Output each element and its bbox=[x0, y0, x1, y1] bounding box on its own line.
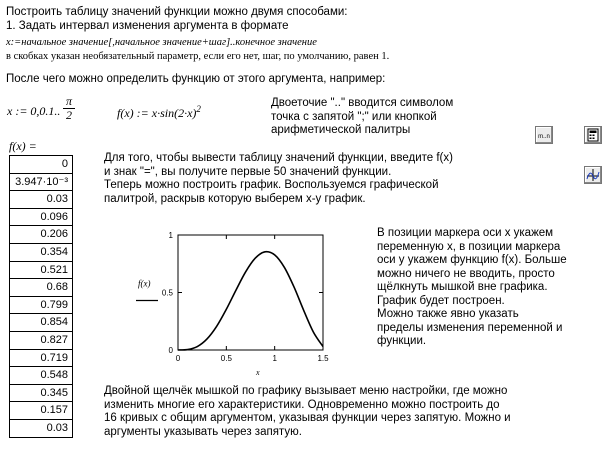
intro-line-1: Построить таблицу значений функции можно двумя способами: bbox=[6, 6, 348, 18]
series-line bbox=[178, 252, 323, 350]
y-axis-label: f(x) bbox=[138, 278, 151, 289]
table-cell: 0.854 bbox=[10, 314, 72, 332]
graph-paragraph-line: оси y укажем функцию f(x). Больше bbox=[377, 254, 567, 266]
graph-paragraph-line: щёлкнуть мышкой вне графика. bbox=[377, 281, 548, 293]
xy-graph-icon bbox=[586, 168, 600, 182]
table-cell: 0.521 bbox=[10, 262, 72, 280]
table-cell: 0.096 bbox=[10, 209, 72, 227]
table-cell: 0.68 bbox=[10, 279, 72, 297]
calculator-palette-button[interactable] bbox=[584, 126, 602, 144]
y-tick-label: 0 bbox=[168, 346, 173, 355]
range-definition[interactable] bbox=[7, 104, 60, 119]
range-variable-icon bbox=[537, 128, 551, 142]
x-tick-label: 0.5 bbox=[220, 354, 232, 363]
table-cell: 0.206 bbox=[10, 226, 72, 244]
table-header: f(x) = bbox=[9, 139, 37, 153]
table-cell: 0.548 bbox=[10, 367, 72, 385]
y-tick-label: 1 bbox=[168, 231, 173, 240]
calculator-icon bbox=[586, 128, 600, 142]
table-cell: 0.719 bbox=[10, 350, 72, 368]
after-text: После чего можно определить функцию от этого аргумента, например: bbox=[6, 73, 386, 85]
graph-paragraph-line: Можно также явно указать bbox=[377, 308, 519, 320]
table-paragraph-line: Для того, чтобы вывести таблицу значений функции, введите f(x) bbox=[104, 152, 453, 164]
colon-hint-line: арифметической палитры bbox=[271, 124, 411, 136]
range-numerator: π bbox=[65, 94, 72, 108]
table-paragraph-line: и знак "=", вы получите первые 50 значений функции. bbox=[104, 165, 392, 178]
graph-paragraph-line: функции. bbox=[377, 335, 427, 347]
table-paragraph-line: Теперь можно построить график. Воспользуемся графической bbox=[104, 179, 439, 191]
bottom-paragraph bbox=[104, 385, 511, 439]
table-cell: 0.157 bbox=[10, 402, 72, 420]
function-definition[interactable] bbox=[117, 104, 201, 121]
range-format: x:=начальное значение[,начальное значение+шаг]..конечное значение bbox=[6, 37, 317, 48]
table-cell: 0.799 bbox=[10, 297, 72, 315]
colon-hint bbox=[271, 97, 453, 138]
table-cell: 0.354 bbox=[10, 244, 72, 262]
range-definition-text: x := 0,0.1.. bbox=[7, 104, 61, 118]
table-cell: 0.345 bbox=[10, 385, 72, 403]
range-fraction bbox=[63, 95, 75, 122]
table-cell: 0.03 bbox=[10, 191, 72, 209]
plot-frame bbox=[178, 235, 323, 350]
graph-paragraph-line: пределы изменения переменной и bbox=[377, 321, 563, 334]
table-cell: 0.03 bbox=[10, 420, 72, 438]
bottom-paragraph-line: 16 кривых с общим аргументом, указывая функции через запятую. Можно и bbox=[104, 412, 511, 424]
table-cell: 0.827 bbox=[10, 332, 72, 350]
colon-hint-line: точка с запятой ";" или кнопкой bbox=[271, 110, 437, 123]
x-tick-label: 1 bbox=[272, 354, 277, 363]
range-denominator: 2 bbox=[63, 108, 75, 122]
xy-graph[interactable] bbox=[128, 225, 343, 380]
values-table[interactable] bbox=[9, 155, 73, 438]
y-tick-label: 0.5 bbox=[161, 288, 173, 298]
x-axis-label: x bbox=[255, 368, 260, 377]
step-note: в скобках указан необязательный параметр, если его нет, шаг, по умолчанию, равен 1. bbox=[6, 51, 390, 62]
x-tick-label: 1.5 bbox=[317, 354, 329, 363]
function-exponent: 2 bbox=[196, 104, 201, 114]
graph-paragraph-line: можно ничего не вводить, просто bbox=[377, 267, 555, 280]
table-cell: 0 bbox=[10, 156, 72, 174]
bottom-paragraph-line: изменить многие его характеристики. Одновременно можно построить до bbox=[104, 398, 500, 411]
graph-paragraph-line: График будет построен. bbox=[377, 294, 505, 307]
table-paragraph bbox=[104, 152, 453, 206]
table-cell: 3.947·10⁻³ bbox=[10, 174, 72, 192]
x-tick-label: 0 bbox=[175, 354, 181, 363]
function-definition-text: f(x) := x·sin(2·x) bbox=[117, 106, 197, 120]
bottom-paragraph-line: аргументы указывать через запятую. bbox=[104, 425, 302, 438]
intro-line-2: 1. Задать интервал изменения аргумента в формате bbox=[6, 20, 289, 32]
graph-palette-button[interactable] bbox=[584, 166, 602, 184]
graph-paragraph bbox=[377, 227, 567, 349]
bottom-paragraph-line: Двойной щелчёк мышкой по графику вызывает меню настройки, где можно bbox=[104, 385, 508, 397]
graph-paragraph-line: В позиции маркера оси x укажем bbox=[377, 227, 554, 239]
svg-text:m..n: m..n bbox=[538, 134, 550, 140]
range-variable-button[interactable] bbox=[535, 126, 553, 144]
table-paragraph-line: палитрой, раскрыв которую выберем x-y график. bbox=[104, 192, 366, 205]
graph-paragraph-line: переменную x, в позиции маркера bbox=[377, 240, 561, 253]
colon-hint-line: Двоеточие ".." вводится символом bbox=[271, 97, 454, 109]
